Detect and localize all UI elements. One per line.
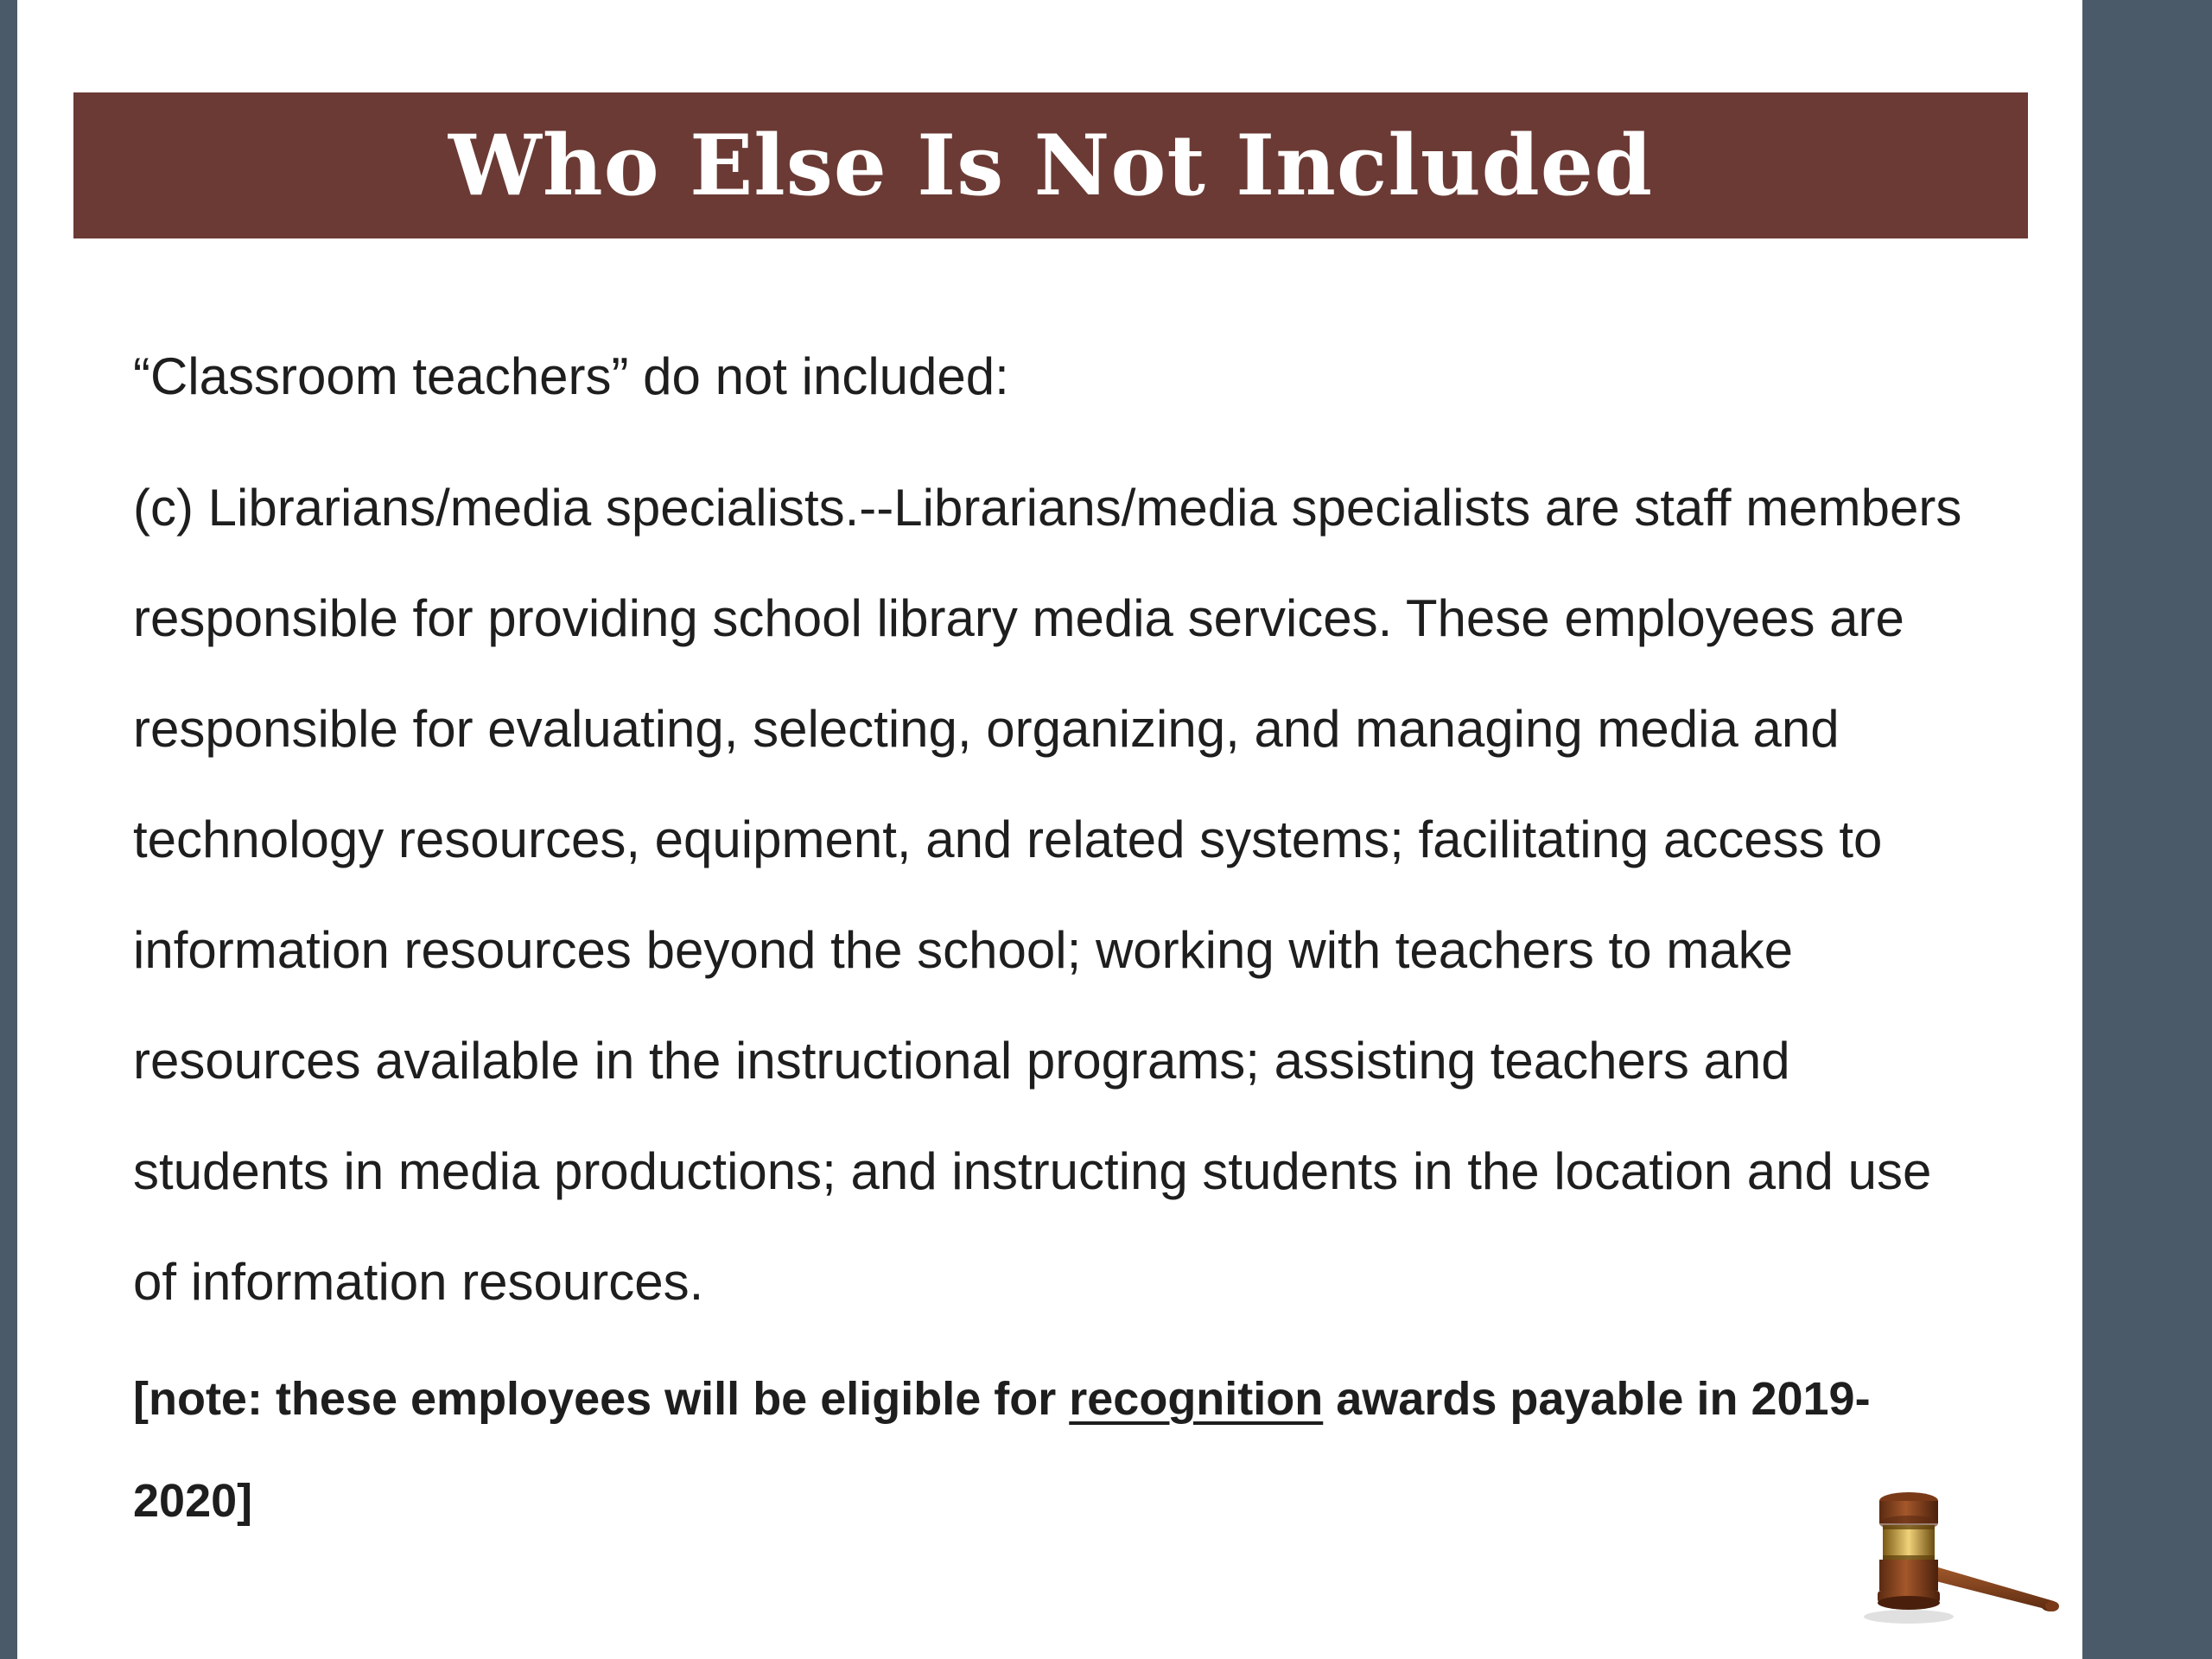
note-text-before: [note: these employees will be eligible for [133,1373,1070,1425]
note-emphasis: recognition [1069,1373,1324,1425]
note-text-after: awards payable in 2019-2020] [133,1373,1871,1527]
title-bar [73,92,2028,238]
slide-content [133,346,1982,1552]
slide [17,0,2082,1659]
gavel-icon [1853,1482,2061,1629]
definition-text: (c) Librarians/media specialists.--Librarians/media specialists are staff members responsible for providing school library media services. These employees are responsible for evaluating, selecting, organizing, and managing media and technology resources, equipment, and related systems; facilitating access to information resources beyond the school; working with teachers to make resources available in the instructional programs; assisting teachers and students in media productions; and instructing students in the location and use of information resources. [133,479,1962,1311]
note-text [133,1348,1982,1552]
intro-text: “Classroom teachers” do not included: [133,347,1009,405]
slide-title: Who Else Is Not Included [448,117,1653,214]
